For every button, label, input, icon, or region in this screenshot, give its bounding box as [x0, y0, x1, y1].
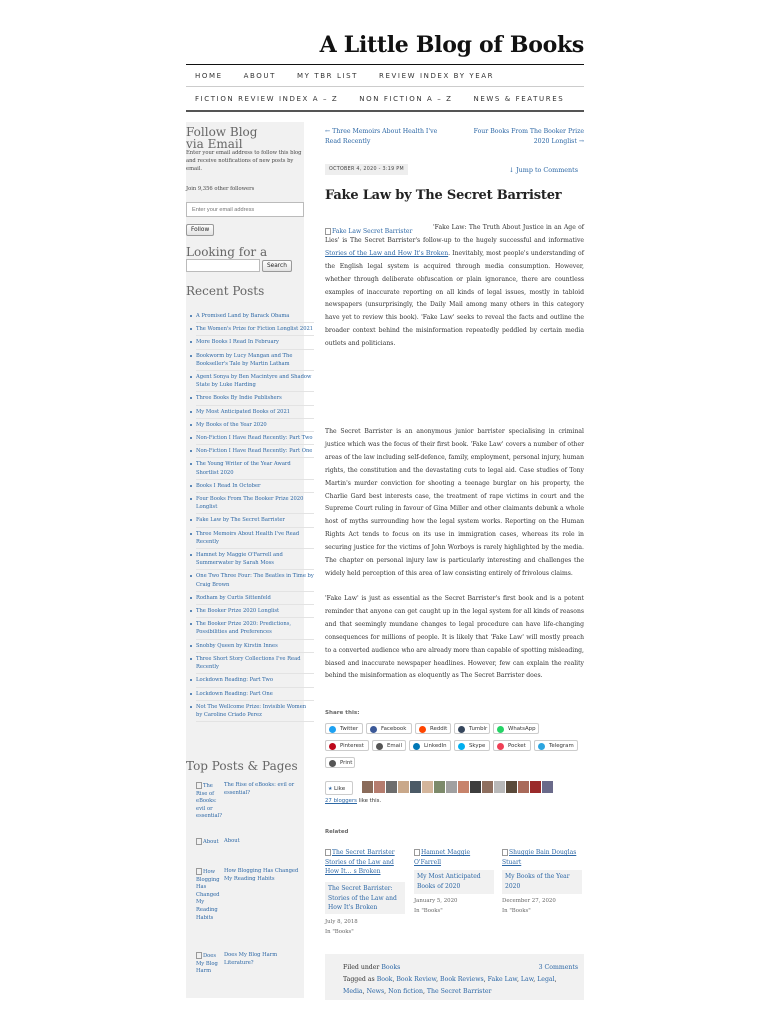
recent-post-link[interactable]: The Booker Prize 2020 Longlist [196, 605, 314, 618]
share-reddit-button[interactable]: Reddit [415, 723, 451, 734]
nav-about[interactable]: ABOUT [243, 72, 277, 80]
related-post-image[interactable]: Shuggie Bain Douglas Stuart [502, 849, 577, 866]
follow-button[interactable]: Follow [186, 224, 214, 236]
telegram-icon [538, 743, 545, 750]
nav-news[interactable]: NEWS & FEATURES [473, 95, 565, 103]
nav-bottom-rule [186, 110, 584, 112]
liker-avatar[interactable] [362, 781, 373, 793]
share-pinterest-button[interactable]: Pinterest [325, 740, 369, 751]
recent-post-link[interactable]: Fake Law by The Secret Barrister [196, 514, 314, 527]
share-email-button[interactable]: Email [372, 740, 406, 751]
liker-avatar[interactable] [422, 781, 433, 793]
post-paragraph-3: 'Fake Law' is just as essential as the Secret Barrister's first book and is a potent reminder that anyone can get caught up in the legal system for all kinds of reasons and that seemingly mundane changes to legal procedure can have life-changing consequences for millions of people. It is likely that 'Fake Law' will mostly preach to a converted audience who are already more than capable of spotting misleading, biased and inaccurate newspaper headlines. However, few can explain the reality behind the misinformation as eloquently as The Secret Barrister does. [325, 595, 584, 680]
nav-review-index[interactable]: REVIEW INDEX BY YEAR [379, 72, 495, 80]
followers-count: Join 9,356 other followers [186, 186, 255, 192]
top-post-link[interactable]: Does My Blog Harm Literature? [224, 952, 278, 966]
share-linkedin-button[interactable]: LinkedIn [409, 740, 451, 751]
related-label: Related [325, 829, 349, 835]
recent-post-link[interactable]: The Women's Prize for Fiction Longlist 2021 [196, 323, 314, 336]
related-post-image[interactable]: Hamnet Maggie O'Farrell [414, 849, 471, 866]
liker-avatar[interactable] [470, 781, 481, 793]
liker-avatar[interactable] [410, 781, 421, 793]
recent-post-link[interactable]: Bookworm by Lucy Mangan and The Bookseller's Tale by Martin Latham [196, 350, 314, 371]
share-telegram-button[interactable]: Telegram [534, 740, 578, 751]
pinterest-icon [329, 743, 336, 750]
twitter-icon [329, 726, 336, 733]
liker-avatar[interactable] [506, 781, 517, 793]
top-post-link[interactable]: How Blogging Has Changed My Reading Habits [224, 868, 299, 882]
post-paragraph-1: 'Fake Law: The Truth About Justice in an Age of Lies' is The Secret Barrister's follow-up to the hugely successful and informative Stories of the Law and How It's Broken. Inevitably, most people's understanding of the English legal system is acquired through media consumption. However, whether through deliberate obfuscation or plain ignorance, there are countless examples of inaccurate reporting on all kinds of legal issues, mostly in tabloid newspapers (unsurprisingly, the Daily Mail among many others in this category have yet to review this book). 'Fake Law' seeks to reveal the facts and outline the broader context behind the misinformation repeatedly peddled by certain media outlets and politicians. [325, 224, 584, 348]
liker-avatar[interactable] [434, 781, 445, 793]
related-post-category: In "Books" [325, 929, 354, 935]
tag-link[interactable]: Book Reviews [440, 976, 484, 983]
liker-avatar[interactable] [386, 781, 397, 793]
liker-avatar[interactable] [542, 781, 553, 793]
recent-post-link[interactable]: Agent Sonya by Ben Macintyre and Shadow State by Luke Harding [196, 371, 314, 392]
recent-post-link[interactable]: Lockdown Reading: Part One [196, 688, 314, 701]
top-post-link[interactable]: The Rise of eBooks: evil or essential? [224, 782, 295, 796]
tag-link[interactable]: The Secret Barrister [426, 988, 492, 995]
related-post-image[interactable]: The Secret Barrister Stories of the Law and How It… s Broken [325, 849, 395, 876]
share-skype-button[interactable]: Skype [454, 740, 490, 751]
category-link[interactable]: Books [381, 964, 401, 971]
follow-blog-description: Enter your email address to follow this blog and receive notifications of new posts by email. [186, 150, 302, 172]
related-post-category: In "Books" [502, 908, 531, 914]
image-icon [414, 849, 420, 856]
tag-link[interactable]: Book Review [396, 976, 437, 983]
skype-icon [458, 743, 465, 750]
recent-post-link[interactable]: One Two Three Four: The Beatles in Time by Craig Brown [196, 570, 314, 591]
related-post-date: July 8, 2018 [325, 919, 358, 925]
liker-avatar[interactable] [446, 781, 457, 793]
image-icon [196, 952, 202, 959]
pocket-icon [497, 743, 504, 750]
related-post-category: In "Books" [414, 908, 443, 914]
recent-post-link[interactable]: Not The Wellcome Prize: Invisible Women by Caroline Criado Perez [196, 701, 314, 722]
nav-nonfiction[interactable]: NON FICTION A – Z [359, 95, 453, 103]
recent-post-link[interactable]: Rodham by Curtis Sittenfeld [196, 592, 314, 605]
image-icon [196, 782, 202, 789]
tag-link[interactable]: Fake Law [487, 976, 517, 983]
recent-posts-heading: Recent Posts [186, 284, 265, 298]
share-facebook-button[interactable]: Facebook [366, 723, 412, 734]
related-post-date: January 5, 2020 [414, 898, 458, 904]
search-button[interactable]: Search [262, 260, 292, 272]
liker-avatar[interactable] [482, 781, 493, 793]
tag-link[interactable]: Media [343, 988, 363, 995]
jump-to-comments-link[interactable]: ↓ Jump to Comments [508, 166, 578, 174]
top-post-thumbnail[interactable]: About [196, 838, 220, 847]
related-post-title[interactable]: The Secret Barrister: Stories of the Law and How It's Broken [328, 885, 397, 912]
related-post[interactable] [502, 848, 582, 914]
recent-post-link[interactable]: Snobby Queen by Kirstin Innes [196, 640, 314, 653]
liker-avatar[interactable] [518, 781, 529, 793]
tag-link[interactable]: Legal [537, 976, 555, 983]
next-post-link[interactable]: Four Books From The Booker Prize 2020 Longlist → [473, 128, 584, 145]
tag-link[interactable]: Book [376, 976, 393, 983]
liker-avatar[interactable] [398, 781, 409, 793]
follow-blog-heading: Follow Blog via Email [186, 125, 258, 151]
email-input[interactable] [186, 202, 304, 217]
reddit-icon [419, 726, 426, 733]
nav-home[interactable]: HOME [195, 72, 223, 80]
recent-post-link[interactable]: Lockdown Reading: Part Two [196, 674, 314, 687]
main-nav-row-2 [186, 95, 584, 103]
recent-post-link[interactable]: Three Short Story Collections I've Read Recently [196, 653, 314, 674]
tag-link[interactable]: Non fiction [388, 988, 423, 995]
liker-avatar[interactable] [494, 781, 505, 793]
whatsapp-icon [497, 726, 504, 733]
tumblr-icon [458, 726, 465, 733]
filed-under: Filed under Books [343, 964, 401, 971]
like-button[interactable]: ★ Like [325, 781, 353, 795]
image-icon [196, 868, 202, 875]
top-post-thumbnail[interactable]: The Rise of eBooks: evil or essential? [196, 783, 223, 820]
recent-post-link[interactable]: Three Memoirs About Health I've Read Recently [196, 528, 314, 549]
nav-divider [186, 86, 584, 87]
recent-post-link[interactable]: Non-Fiction I Have Read Recently: Part One [196, 445, 314, 458]
image-icon [325, 849, 331, 856]
nav-tbr[interactable]: MY TBR LIST [297, 72, 359, 80]
top-post-link[interactable]: About [224, 838, 240, 844]
post-paragraph-2: The Secret Barrister is an anonymous junior barrister specialising in criminal justice which was the focus of their first book. 'Fake Law' covers a number of other areas of the law including self-defence, family, employment, personal injury, human rights, the constitution and the devastating cuts to legal aid. Case studies of Tony Martin's murder conviction for shooting a teenage burglar on his property, the Charlie Gard best interests case, the treatment of rape victims in court and the Supreme Court ruling in favour of Gina Miller and other claimants debunk a whole host of myths surrounding how the legal system works. Reporting on the Human Rights Act tends to focus on its use in immigration cases, whereas its role in securing justice for the victims of John Worboys is rarely highlighted by the media. The chapter on personal injury law is particularly interesting and challenges the widely held perception of this area of law consisting entirely of frivolous claims. [325, 428, 584, 577]
recent-post-link[interactable]: The Young Writer of the Year Award Shortlist 2020 [196, 458, 314, 479]
stories-of-the-law-link[interactable]: Stories of the Law and How It's Broken [325, 249, 449, 257]
site-title[interactable]: A Little Blog of Books [319, 32, 584, 58]
liker-avatar[interactable] [530, 781, 541, 793]
recent-post-link[interactable]: Three Books By Indie Publishers [196, 392, 314, 405]
recent-post-link[interactable]: My Most Anticipated Books of 2021 [196, 406, 314, 419]
top-posts-heading: Top Posts & Pages [186, 759, 298, 773]
post-featured-image[interactable]: Fake Law Secret Barrister [325, 228, 412, 235]
related-post[interactable] [325, 848, 405, 935]
image-icon [196, 838, 202, 845]
share-label: Share this: [325, 710, 360, 716]
related-post-date: December 27, 2020 [502, 898, 556, 904]
top-post-thumbnail[interactable]: How Blogging Has Changed My Reading Habits [196, 869, 220, 921]
recent-post-link[interactable]: The Booker Prize 2020: Predictions, Possibilities and Preferences [196, 618, 314, 639]
recent-post-link[interactable]: Hamnet by Maggie O'Farrell and Summerwater by Sarah Moss [196, 549, 314, 570]
top-post-thumbnail[interactable]: Does My Blog Harm [196, 953, 218, 975]
recent-post-link[interactable]: Four Books From The Booker Prize 2020 Longlist [196, 493, 314, 514]
tags: Tagged as Book, Book Review, Book Reviews, Fake Law, Law, Legal, Media, News, Non fiction, The Secret Barrister [343, 976, 557, 995]
share-tumblr-button[interactable]: Tumblr [454, 723, 490, 734]
recent-post-link[interactable]: Books I Read In October [196, 480, 314, 493]
share-whatsapp-button[interactable]: WhatsApp [493, 723, 539, 734]
share-twitter-button[interactable]: Twitter [325, 723, 363, 734]
comments-link[interactable]: 3 Comments [538, 964, 578, 971]
share-pocket-button[interactable]: Pocket [493, 740, 531, 751]
recent-post-link[interactable]: A Promised Land by Barack Obama [196, 310, 314, 323]
nav-fiction-index[interactable]: FICTION REVIEW INDEX A – Z [195, 95, 339, 103]
image-icon [502, 849, 508, 856]
linkedin-icon [413, 743, 420, 750]
sidebar [186, 122, 314, 998]
liker-avatar[interactable] [374, 781, 385, 793]
main-nav-row-1 [186, 72, 584, 80]
search-input[interactable] [186, 259, 260, 272]
recent-post-link[interactable]: My Books of the Year 2020 [196, 419, 314, 432]
recent-post-link[interactable]: Non-Fiction I Have Read Recently: Part Two [196, 432, 314, 445]
post-title: Fake Law by The Secret Barrister [325, 188, 562, 203]
post-date[interactable]: OCTOBER 4, 2020 - 3:19 PM [325, 164, 408, 175]
bloggers-link[interactable]: 27 bloggers [325, 798, 357, 804]
looking-for-book-heading: Looking for a [186, 245, 268, 259]
tag-link[interactable]: Law [520, 976, 534, 983]
header-rule [186, 64, 584, 65]
print-icon [329, 760, 336, 767]
liker-avatar[interactable] [458, 781, 469, 793]
facebook-icon [370, 726, 377, 733]
tag-link[interactable]: News [366, 988, 385, 995]
related-post-title[interactable]: My Books of the Year 2020 [505, 873, 570, 890]
related-post-title[interactable]: My Most Anticipated Books of 2020 [417, 873, 481, 890]
related-post[interactable] [414, 848, 494, 914]
recent-posts-list [186, 310, 314, 722]
share-print-button[interactable]: Print [325, 757, 355, 768]
post-footer [325, 954, 584, 1000]
bloggers-like-text: 27 bloggers like this. [325, 798, 382, 804]
email-icon [376, 743, 383, 750]
recent-post-link[interactable]: More Books I Read In February [196, 336, 314, 349]
previous-post-link[interactable]: ← Three Memoirs About Health I've Read Recently [325, 128, 438, 145]
